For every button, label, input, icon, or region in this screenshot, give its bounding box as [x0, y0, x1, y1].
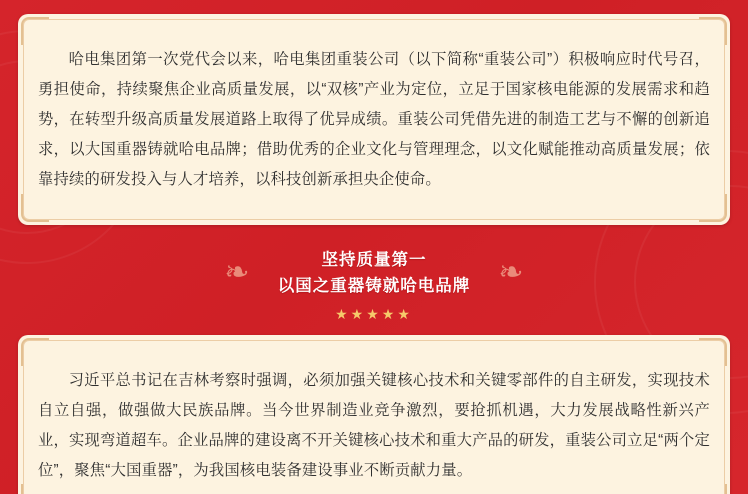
corner-flourish-icon — [699, 194, 727, 222]
corner-flourish-icon — [21, 484, 49, 494]
wreath-left-icon: ❧ — [224, 255, 250, 289]
wreath-right-icon: ❧ — [498, 255, 524, 289]
headline-line-2: 以国之重器铸就哈电品牌 — [277, 276, 471, 295]
corner-flourish-icon — [699, 484, 727, 494]
corner-flourish-icon — [21, 194, 49, 222]
headline-line-1: 坚持质量第一 — [321, 250, 427, 269]
bottom-paragraph-text: 习近平总书记在吉林考察时强调，必须加强关键核心技术和关键零部件的自主研发，实现技术自立自强，做强做大民族品牌。当今世界制造业竞争激烈，要抢抓机遇，大力发展战略性新兴产业，实现弯道超车。企业品牌的建设离不开关键核心技术和重大产品的研发，重装公司立足“两个定位”，聚焦“大国重器”，为我国核电装备建设事业不断贡献力量。 — [38, 371, 710, 479]
corner-flourish-icon — [21, 338, 49, 366]
top-paragraph-text: 哈电集团第一次党代会以来，哈电集团重装公司（以下简称“重装公司”）积极响应时代号召，勇担使命，持续聚焦企业高质量发展，以“双核”产业为定位，立足于国家核电能源的发展需求和趋势，在转型升级高质量发展道路上取得了优异成绩。重装公司凭借先进的制造工艺与不懈的创新追求，以大国重器铸就哈电品牌；借助优秀的企业文化与管理理念，以文化赋能推动高质量发展；依靠持续的研发投入与人才培养，以科技创新承担央企使命。 — [38, 51, 710, 189]
corner-flourish-icon — [699, 17, 727, 45]
top-paragraph-card — [18, 14, 730, 225]
corner-flourish-icon — [21, 17, 49, 45]
bottom-paragraph-card — [18, 335, 730, 494]
star-rating-decoration: ★★★★★ — [335, 305, 413, 322]
headline-banner — [18, 247, 730, 323]
corner-flourish-icon — [699, 338, 727, 366]
